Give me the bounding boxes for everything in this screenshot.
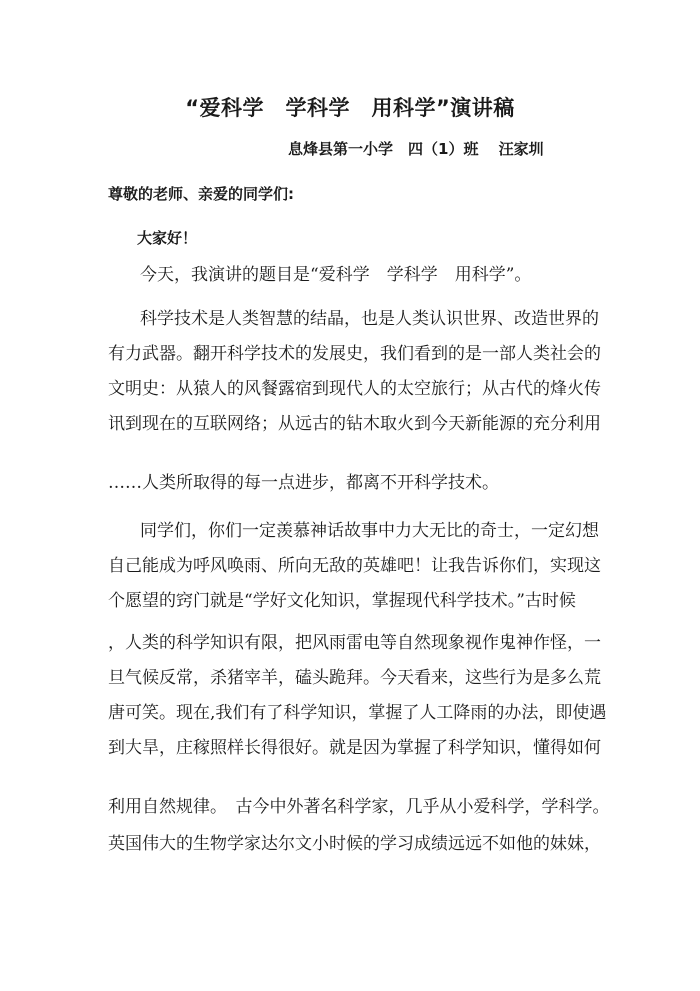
- text-line: 个愿望的窍门就是“学好文化知识，掌握现代科学技术。”古时候: [108, 591, 576, 611]
- text-line: ……人类所取得的每一点进步，都离不开科学技术。: [108, 473, 499, 493]
- salutation: 尊敬的老师、亲爱的同学们:: [108, 185, 294, 203]
- text-line: 讯到现在的互联网络；从远古的钻木取火到今天新能源的充分利用: [108, 414, 601, 434]
- text-line: 英国伟大的生物学家达尔文小时候的学习成绩远远不如他的妹妹，: [108, 834, 601, 854]
- text-line: 自己能成为呼风唤雨、所向无敌的英雄吧！让我告诉你们，实现这: [108, 556, 601, 576]
- author-line: 息烽县第一小学 四（1）班 汪家圳: [288, 140, 544, 158]
- text-line: 同学们，你们一定羡慕神话故事中力大无比的奇士，一定幻想: [140, 521, 599, 541]
- text-line: 科学技术是人类智慧的结晶，也是人类认识世界、改造世界的: [140, 309, 599, 329]
- speech-title: “爱科学 学科学 用科学”演讲稿: [185, 96, 515, 120]
- text-line: 旦气候反常，杀猪宰羊，磕头跪拜。今天看来，这些行为是多么荒: [108, 668, 601, 688]
- text-line: 唐可笑。现在,我们有了科学知识，掌握了人工降雨的办法，即使遇: [108, 703, 607, 723]
- text-line: 有力武器。翻开科学技术的发展史，我们看到的是一部人类社会的: [108, 344, 601, 364]
- text-line: 利用自然规律。 古今中外著名科学家，几乎从小爱科学，学科学。: [108, 797, 610, 817]
- greeting: 大家好！: [137, 229, 198, 247]
- text-line: 文明史：从猿人的风餐露宿到现代人的太空旅行；从古代的烽火传: [108, 379, 601, 399]
- text-line: ，人类的科学知识有限，把风雨雷电等自然现象视作鬼神作怪，一: [108, 633, 601, 653]
- text-line: 到大旱，庄稼照样长得很好。就是因为掌握了科学知识，懂得如何: [108, 738, 601, 758]
- text-line: 今天，我演讲的题目是“爱科学 学科学 用科学”。: [140, 265, 532, 285]
